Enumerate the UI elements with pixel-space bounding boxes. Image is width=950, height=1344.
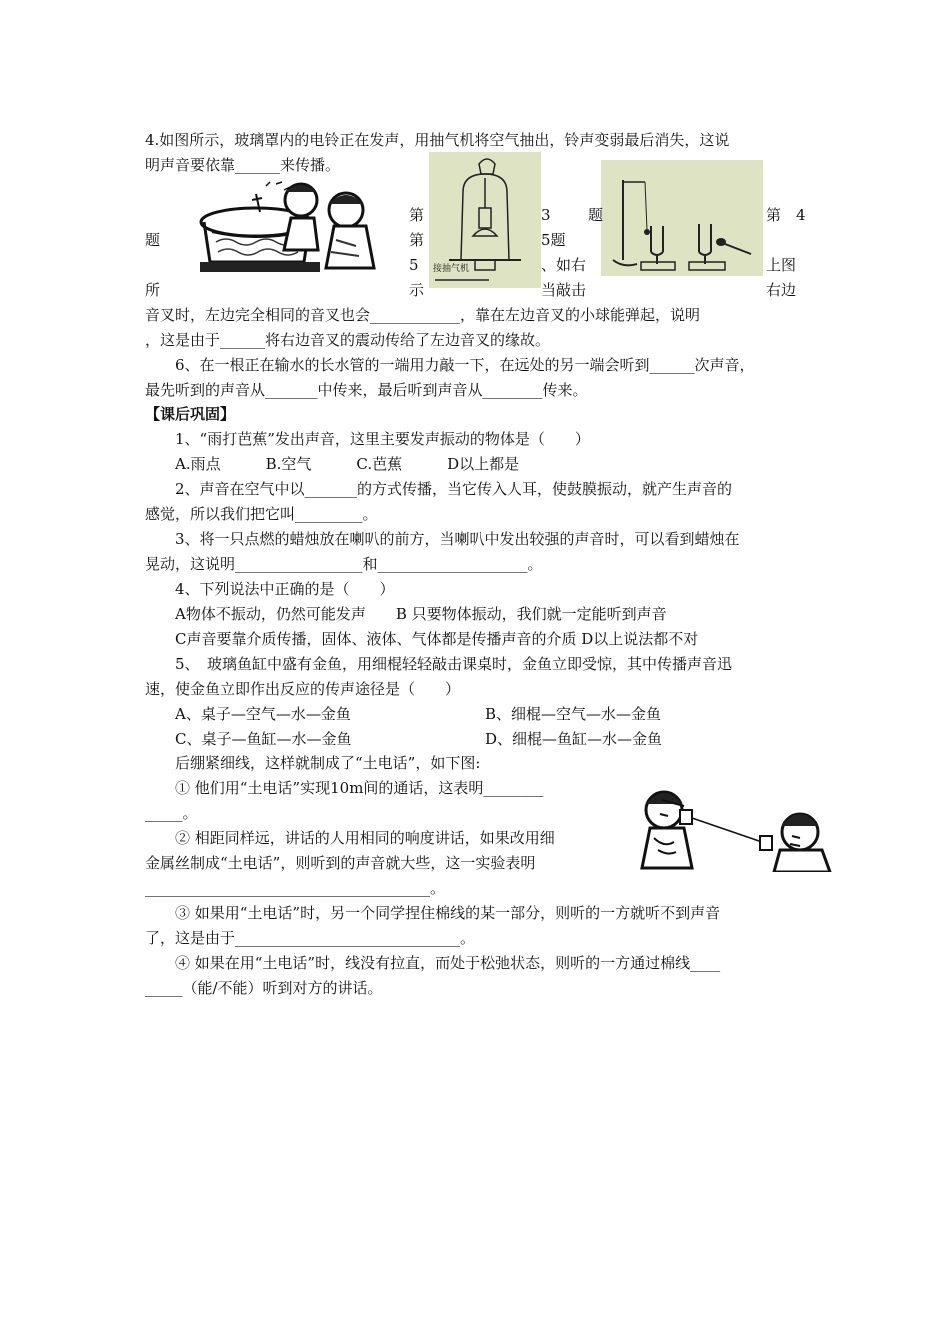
- q5-line-6: ，这是由于______将右边音叉的震动传给了左边音叉的缘故。: [145, 331, 551, 349]
- h6-intro: 后绷紧细线，这样就制成了“土电话”，如下图:: [175, 754, 481, 772]
- h2-line-1: 2、声音在空气中以_______的方式传播，当它传入人耳，使鼓膜振动，就产生声音的: [175, 480, 733, 498]
- h4-question: 4、下列说法中正确的是（ ）: [175, 580, 395, 598]
- h6-s1-b: _____。: [145, 804, 198, 822]
- q5-frag: 4: [796, 206, 806, 224]
- h6-s2-b: 金属丝制成“土电话”，则听到的声音就大些，这一实验表明: [145, 854, 536, 872]
- h4-options-cd: C声音要靠介质传播，固体、液体、气体都是传播声音的介质 D以上说法都不对: [175, 630, 699, 648]
- q5-frag: 右边: [766, 281, 797, 299]
- tuning-fork-figure: [601, 160, 763, 276]
- h6-s2-c: ______________________________________。: [145, 879, 446, 897]
- q5-frag: 题: [145, 231, 161, 249]
- h5-line-2: 速，使金鱼立即作出反应的传声途径是（ ）: [145, 680, 461, 698]
- h3-line-2: 晃动，这说明_________________和____________________。: [145, 555, 543, 573]
- section-title: 【课后巩固】: [145, 405, 236, 423]
- bell-jar-label: 接抽气机: [433, 264, 470, 274]
- q5-frag: 5: [409, 256, 419, 274]
- q5-frag: 第: [409, 231, 425, 249]
- h6-s1-a: ① 他们用“土电话”实现10m间的通话，这表明________: [175, 779, 544, 797]
- q6-line-1: 6、在一根正在输水的长水管的一端用力敲一下，在远处的另一端会听到______次声音，: [175, 356, 755, 374]
- h6-s3-a: ③ 如果用“土电话”时，另一个同学捏住棉线的某一部分，则听的一方就听不到声音: [175, 904, 721, 922]
- q5-frag: 所: [145, 281, 161, 299]
- h6-s2-a: ② 相距同样远，讲话的人用相同的响度讲话，如果改用细: [175, 829, 555, 847]
- q5-frag: 5题: [541, 231, 566, 249]
- q5-frag: 题: [588, 206, 604, 224]
- h1-question: 1、“雨打芭蕉”发出声音，这里主要发声振动的物体是（ ）: [175, 430, 590, 448]
- h6-s4-a: ④ 如果在用“土电话”时，线没有拉直，而处于松弛状态，则听的一方通过棉线____: [175, 954, 721, 972]
- tin-can-phone-illustration: [632, 788, 842, 872]
- q5-frag: 第: [766, 206, 782, 224]
- bell-jar-figure: [429, 152, 541, 288]
- q6-line-2: 最先听到的声音从_______中传来，最后听到声音从________传来。: [145, 381, 588, 399]
- fish-tank-illustration: [196, 180, 380, 275]
- q4-line-1: 4.如图所示，玻璃罩内的电铃正在发声，用抽气机将空气抽出，铃声变弱最后消失，这说: [145, 131, 730, 149]
- h5-option-c: C、桌子—鱼缸—水—金鱼: [175, 730, 352, 748]
- h6-s3-b: 了，这是由于______________________________。: [145, 929, 476, 947]
- fish-tank-figure: [196, 180, 380, 275]
- h5-option-b: B、细棍—空气—水—金鱼: [485, 705, 662, 723]
- h3-line-1: 3、将一只点燃的蜡烛放在喇叭的前方，当喇叭中发出较强的声音时，可以看到蜡烛在: [175, 530, 740, 548]
- h5-line-1: 5、 玻璃鱼缸中盛有金鱼，用细棍轻轻敲击课桌时，金鱼立即受惊，其中传播声音迅: [175, 655, 733, 673]
- tuning-fork-illustration: [601, 160, 763, 276]
- q5-frag: 上图: [766, 256, 797, 274]
- h2-line-2: 感觉，所以我们把它叫_________。: [145, 505, 378, 523]
- q5-frag: 第: [409, 206, 425, 224]
- q5-frag: 示: [409, 281, 425, 299]
- q5-frag: 、如右: [541, 256, 587, 274]
- h1-options: A.雨点 B.空气 C.芭蕉 D以上都是: [175, 455, 520, 473]
- h5-option-d: D、细棍—鱼缸—水—金鱼: [485, 730, 663, 748]
- h4-options-ab: A物体不振动，仍然可能发声 B 只要物体振动，我们就一定能听到声音: [175, 605, 667, 623]
- tin-can-phone-figure: [632, 788, 842, 872]
- q4-line-2: 明声音要依靠______来传播。: [145, 156, 341, 174]
- h5-option-a: A、桌子—空气—水—金鱼: [175, 705, 351, 723]
- q5-frag: 3: [541, 206, 551, 224]
- q5-frag: 当敲击: [541, 281, 587, 299]
- q5-line-5: 音叉时，左边完全相同的音叉也会____________，靠在左边音叉的小球能弹起，说明: [145, 306, 701, 324]
- h6-s4-b: _____（能/不能）听到对方的讲话。: [145, 979, 383, 997]
